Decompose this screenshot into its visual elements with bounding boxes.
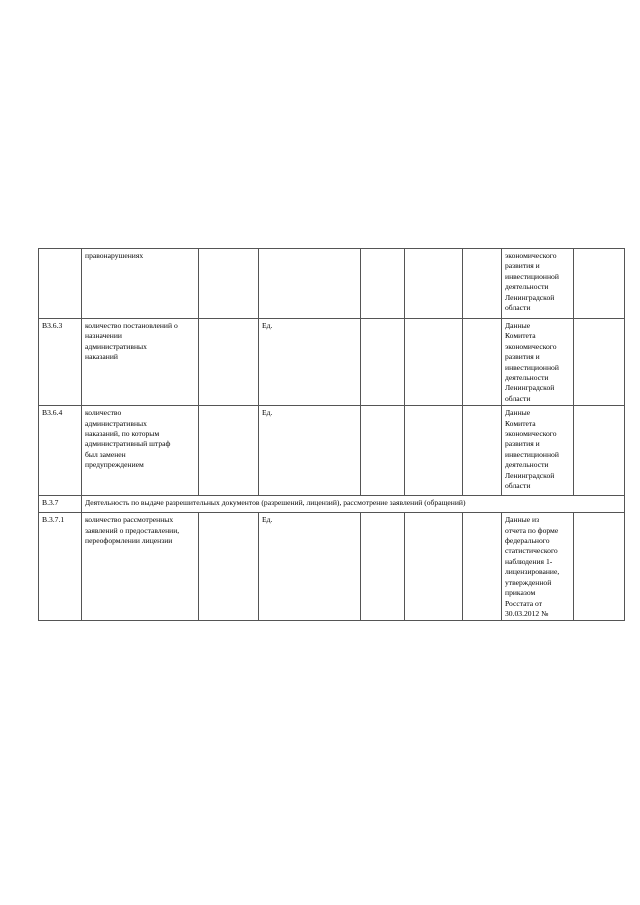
source-cell: Данные Комитета экономического развития и инвестиционной деятельности Ленинградской области [502,319,574,406]
empty-cell [405,513,463,621]
indicator-cell: правонарушениях [82,249,199,319]
empty-cell [574,249,625,319]
empty-cell [361,249,405,319]
code-cell: В.3.7 [39,496,82,513]
unit-cell: Ед. [259,513,361,621]
unit-cell: Ед. [259,406,361,496]
source-cell: Данные из отчета по форме федерального статистического наблюдения 1- лицензирование, утвержденной приказом Росстата от 30.03.2012 № [502,513,574,621]
empty-cell [199,513,259,621]
empty-cell [199,249,259,319]
section-title: Деятельность по выдаче разрешительных документов (разрешений, лицензий), рассмотрение заявлений (обращений) [82,496,625,513]
table-row [39,319,625,406]
empty-cell [463,406,502,496]
empty-cell [199,319,259,406]
empty-cell [574,319,625,406]
code-cell: В3.6.3 [39,319,82,406]
source-cell: Данные Комитета экономического развития и инвестиционной деятельности Ленинградской области [502,406,574,496]
empty-cell [361,513,405,621]
empty-cell [361,406,405,496]
empty-cell [574,513,625,621]
empty-cell [405,406,463,496]
unit-cell [259,249,361,319]
empty-cell [199,406,259,496]
table-row [39,249,625,319]
source-cell: экономического развития и инвестиционной деятельности Ленинградской области [502,249,574,319]
code-cell: В3.6.4 [39,406,82,496]
empty-cell [361,319,405,406]
indicators-table [38,248,625,621]
empty-cell [463,513,502,621]
indicator-cell: количество административных наказаний, по которым административный штраф был заменен предупреждением [82,406,199,496]
indicator-cell: количество постановлений о назначении административных наказаний [82,319,199,406]
empty-cell [405,319,463,406]
empty-cell [405,249,463,319]
empty-cell [463,319,502,406]
code-cell [39,249,82,319]
indicator-cell: количество рассмотренных заявлений о предоставлении, переоформлении лицензии [82,513,199,621]
table-row [39,406,625,496]
section-row [39,496,625,513]
empty-cell [463,249,502,319]
unit-cell: Ед. [259,319,361,406]
code-cell: В.3.7.1 [39,513,82,621]
empty-cell [574,406,625,496]
table-row [39,513,625,621]
